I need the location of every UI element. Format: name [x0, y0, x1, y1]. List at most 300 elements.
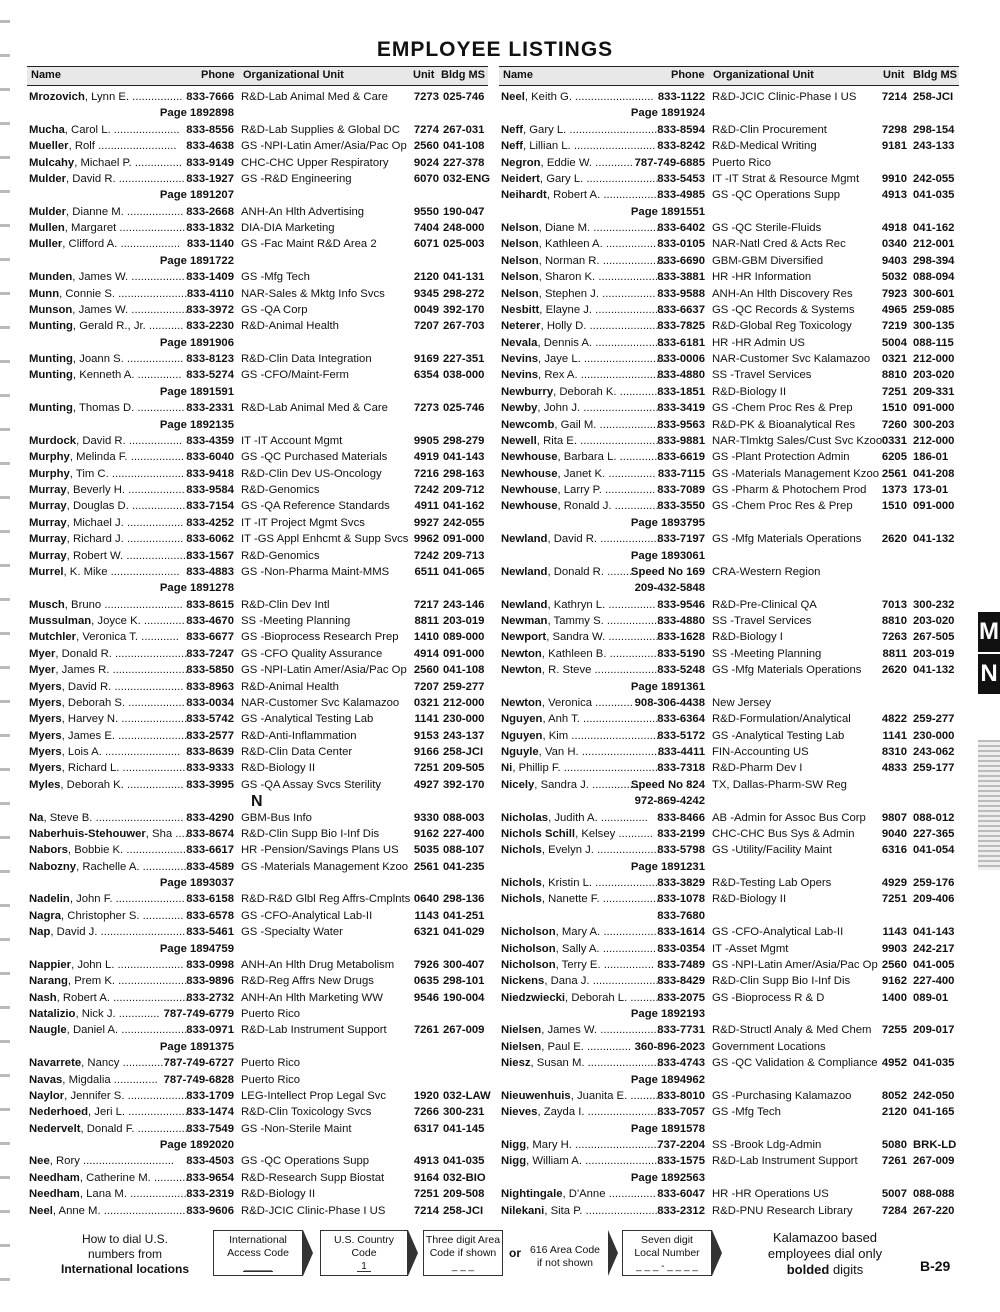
leader-dots: .... [172, 827, 188, 840]
organizational-unit: R&D-Global Reg Toxicology [712, 320, 852, 333]
phone-number[interactable] [499, 648, 705, 660]
organizational-unit: R&D-Medical Writing [712, 140, 817, 153]
last-name: Newby [501, 402, 538, 415]
first-name: , Phillip F. [512, 762, 561, 775]
leader-dots: ........ [603, 565, 633, 578]
phone-number[interactable] [27, 599, 234, 611]
unit-number: 7214 [413, 1204, 439, 1217]
last-name: Nabozny [29, 860, 77, 873]
phone-number[interactable] [27, 173, 234, 185]
phone-digits: 833-9606 [186, 1204, 234, 1217]
employee-row [499, 713, 959, 729]
leader-dots: ........................ [581, 1155, 661, 1168]
last-name: Mulder [29, 172, 67, 185]
organizational-unit: NAR-Natl Cred & Acts Rec [712, 238, 846, 251]
phone-number[interactable] [27, 517, 234, 529]
employee-row [499, 140, 959, 156]
last-name: Nichols Schill [501, 827, 576, 840]
first-name: , Robert A. [546, 189, 601, 202]
leader-dots: ................ [129, 91, 183, 103]
box2-line-1: U.S. Country [333, 1234, 395, 1246]
section-tab-n[interactable]: N [978, 654, 1000, 694]
phone-digits: 833-3881 [657, 271, 705, 284]
first-name: , Catherine M. [79, 1171, 151, 1184]
phone-number[interactable] [499, 943, 705, 955]
phone-number[interactable] [27, 1123, 234, 1135]
phone-digits: 833-1078 [657, 893, 705, 906]
organizational-unit: AB -Admin for Assoc Bus Corp [712, 811, 866, 824]
phone-number[interactable] [499, 844, 705, 856]
page-reference: Page 1893795 [630, 516, 705, 529]
first-name: , David R. [547, 533, 598, 546]
phone-number[interactable] [499, 664, 705, 676]
leader-dots: ....................... [583, 172, 659, 185]
phone-number[interactable] [499, 91, 705, 103]
intl-dialing-label [40, 1232, 210, 1277]
employee-row [27, 124, 488, 140]
employee-row [499, 402, 959, 418]
phone-digits: 833-3829 [657, 877, 705, 889]
first-name: , Christopher S. [61, 909, 140, 922]
last-name: Na [29, 811, 44, 824]
unit-number: 9162 [881, 975, 907, 988]
listing-rows [27, 91, 491, 1221]
employee-row [27, 140, 488, 156]
phone-number[interactable] [499, 713, 705, 725]
unit-number: 4913 [413, 1155, 439, 1168]
employee-row [27, 172, 491, 189]
unit-number: 4918 [881, 222, 907, 234]
phone-number[interactable] [27, 206, 234, 218]
organizational-unit: R&D-Lab Instrument Support [712, 1155, 858, 1168]
phone-number[interactable] [27, 402, 234, 414]
page-reference-row [27, 255, 488, 271]
last-name: Negron [501, 156, 541, 169]
employee-row [27, 910, 488, 926]
organizational-unit: R&D-R&D Glbl Reg Affrs-Cmplnts [241, 893, 411, 906]
first-name: , Prem K. [67, 975, 116, 988]
first-name: , Daniel A. [66, 1024, 119, 1037]
last-name: Nelson [501, 238, 539, 251]
phone-number[interactable] [27, 648, 234, 660]
first-name: , Lynn E. [84, 91, 130, 103]
unit-number: 7274 [413, 123, 439, 136]
phone-number[interactable] [499, 238, 705, 250]
phone-digits: 833-6690 [657, 254, 705, 267]
leader-dots: ........................ [101, 746, 181, 758]
leader-dots: ........................ [582, 1204, 661, 1217]
building-ms: 243-146 [443, 598, 485, 611]
phone-number[interactable] [27, 566, 234, 578]
first-name: , David R. [76, 434, 126, 447]
organizational-unit: R&D-Clin Supp Bio I-Inf Dis [241, 827, 380, 840]
leader-dots: ............................ [92, 811, 184, 824]
phone-number[interactable] [27, 451, 234, 463]
phone-number[interactable] [27, 353, 234, 365]
organizational-unit: R&D-PNU Research Library [712, 1204, 853, 1217]
unit-number: 7219 [881, 320, 907, 333]
phone-number[interactable] [27, 1090, 234, 1102]
intl-line-2: numbers from [87, 1247, 163, 1261]
building-ms: 300-231 [443, 1106, 485, 1119]
phone-digits: 833-5742 [186, 713, 234, 726]
phone-number[interactable] [499, 1024, 705, 1036]
phone-digits: 833-4670 [186, 615, 234, 627]
employee-row [499, 451, 959, 467]
phone-number[interactable] [27, 844, 234, 856]
building-ms: 088-003 [443, 811, 485, 824]
phone-number[interactable] [27, 1172, 234, 1184]
phone-number[interactable] [27, 1155, 234, 1167]
building-ms: 209-017 [913, 1024, 955, 1037]
building-ms: 041-035 [913, 189, 955, 202]
employee-row [499, 468, 959, 484]
employee-row [499, 943, 959, 959]
first-name: , Kristin L. [541, 877, 593, 889]
phone-number[interactable] [499, 877, 705, 889]
phone-number[interactable] [499, 386, 705, 398]
phone-number[interactable] [499, 124, 705, 136]
employee-row [27, 320, 488, 336]
first-name: , Lana M. [79, 1188, 127, 1201]
unit-number: 9403 [881, 254, 907, 267]
phone-number[interactable] [27, 533, 234, 545]
building-ms: 259-177 [913, 762, 955, 775]
phone-number[interactable] [27, 320, 234, 332]
organizational-unit: R&D-Clin Toxicology Svcs [241, 1106, 372, 1119]
leader-dots: ................. [125, 434, 183, 447]
building-ms: 091-000 [443, 647, 485, 660]
organizational-unit: IT -IT Strat & Resource Mgmt [712, 172, 860, 185]
phone-number[interactable] [499, 1139, 705, 1151]
phone-number[interactable] [499, 337, 705, 349]
organizational-unit: GS -Bioprocess R & D [712, 991, 825, 1004]
phone-number[interactable] [27, 697, 234, 709]
last-name: Neel [501, 91, 525, 103]
phone-digits: 833-0354 [657, 942, 705, 955]
phone-number[interactable] [27, 140, 234, 152]
phone-number[interactable] [27, 91, 234, 103]
leader-dots: ............... [605, 467, 656, 480]
phone-number[interactable] [27, 157, 234, 169]
phone-number[interactable] [27, 484, 234, 496]
phone-number[interactable] [27, 304, 234, 316]
employee-row [27, 157, 488, 173]
phone-number[interactable] [27, 959, 234, 971]
first-name: , Kathryn L. [547, 598, 606, 611]
building-ms: 088-107 [443, 844, 485, 857]
phone-number[interactable] [27, 1008, 234, 1020]
unit-number: 5035 [413, 844, 439, 857]
building-ms: 190-047 [443, 205, 485, 218]
phone-number[interactable] [499, 353, 705, 365]
phone-digits: 833-0998 [186, 958, 234, 971]
last-name: Navarrete [29, 1057, 82, 1070]
leader-dots: ............... [605, 1188, 656, 1201]
first-name: , John J. [537, 402, 581, 415]
leader-dots: ...................... [112, 893, 185, 906]
phone-number[interactable] [499, 222, 705, 234]
phone-number[interactable] [27, 288, 234, 300]
phone-number[interactable] [499, 566, 705, 578]
leader-dots: ........... [150, 1171, 189, 1184]
phone-number[interactable] [499, 500, 705, 512]
phone-number[interactable] [27, 435, 234, 447]
phone-number[interactable] [499, 599, 705, 611]
building-ms: 041-029 [443, 926, 485, 939]
employee-row [499, 337, 959, 353]
last-name: Munson [29, 303, 73, 316]
phone-digits: 833-5172 [657, 729, 705, 742]
last-name: Nee [29, 1155, 50, 1168]
page-reference: 209-432-5848 [634, 582, 705, 595]
employee-row [27, 730, 488, 746]
phone-number[interactable] [499, 959, 705, 971]
phone-number[interactable] [27, 992, 234, 1004]
organizational-unit: GS -NPI-Latin Amer/Asia/Pac Op [241, 140, 407, 153]
phone-number[interactable] [27, 910, 234, 922]
phone-number[interactable] [499, 533, 705, 545]
first-name: , Paul E. [541, 1040, 584, 1053]
organizational-unit: GS -Mfg Materials Operations [712, 533, 862, 546]
phone-number[interactable] [499, 615, 705, 627]
unit-number: 1920 [413, 1089, 439, 1102]
phone-number[interactable] [499, 1090, 705, 1102]
last-name: Nesbitt [501, 303, 540, 316]
leader-dots: .............. [110, 1073, 158, 1086]
organizational-unit: GS -Chem Proc Res & Prep [712, 402, 853, 415]
leader-dots: ........................... [577, 369, 666, 382]
phone-number[interactable] [27, 926, 234, 938]
phone-number[interactable] [27, 1188, 234, 1200]
unit-number: 1400 [881, 991, 907, 1004]
unit-number: 6511 [414, 565, 439, 578]
phone-number[interactable] [27, 1106, 234, 1118]
phone-number[interactable] [27, 893, 234, 905]
first-name: , Kathleen B. [541, 647, 607, 660]
last-name: Munting [29, 353, 73, 365]
header-name: Name [503, 69, 533, 81]
last-name: Myers [29, 696, 62, 709]
section-tab-m[interactable]: M [978, 612, 1000, 652]
phone-number[interactable] [27, 222, 234, 234]
first-name: , Larry P. [557, 484, 602, 496]
employee-row [27, 861, 488, 877]
phone-number[interactable] [499, 288, 705, 300]
phone-number[interactable] [499, 173, 705, 185]
first-name: , Ronald J. [557, 500, 612, 513]
last-name: Mrozovich [29, 91, 85, 103]
building-ms: 041-165 [913, 1106, 955, 1119]
last-name: Myers [29, 713, 62, 726]
leader-dots: ............... [588, 778, 640, 791]
phone-digits: 787-749-6885 [634, 156, 705, 169]
phone-number[interactable] [27, 730, 234, 742]
phone-number[interactable] [499, 893, 705, 905]
phone-number[interactable] [27, 762, 234, 774]
kzoo-bolded-word: bolded [786, 1262, 830, 1277]
phone-number[interactable] [499, 189, 705, 201]
phone-number[interactable] [499, 975, 705, 987]
first-name: , James R. [55, 664, 110, 677]
phone-number[interactable] [499, 631, 705, 643]
phone-number[interactable] [27, 812, 234, 824]
last-name: Nieves [501, 1106, 538, 1119]
phone-number[interactable] [27, 271, 234, 283]
phone-number[interactable] [499, 435, 705, 447]
employee-row [27, 681, 488, 697]
last-name: Nguyle [501, 746, 539, 758]
page-reference-row [27, 943, 488, 959]
phone-number[interactable] [27, 1074, 234, 1086]
last-name: Myers [29, 762, 62, 775]
phone-number[interactable] [499, 369, 705, 381]
employee-row [27, 746, 488, 762]
phone-number[interactable] [27, 369, 234, 381]
phone-number[interactable] [27, 1024, 234, 1036]
first-name: , Donald R. [55, 647, 112, 660]
unit-number: 0331 [881, 434, 907, 447]
unit-number: 2560 [413, 140, 439, 153]
phone-number[interactable] [27, 1057, 234, 1069]
organizational-unit: Puerto Rico [241, 1073, 301, 1086]
phone-number[interactable] [499, 730, 705, 742]
phone-number[interactable] [499, 304, 705, 316]
employee-row [27, 828, 488, 844]
page-reference-row [27, 1041, 488, 1057]
unit-number: 2560 [413, 664, 439, 677]
leader-dots: ................. [599, 942, 657, 955]
phone-digits: 833-2331 [186, 402, 234, 415]
phone-number[interactable] [27, 468, 234, 480]
phone-number[interactable] [27, 828, 234, 840]
phone-number[interactable] [499, 140, 705, 152]
leader-dots: .................. [123, 778, 184, 791]
phone-number[interactable] [27, 681, 234, 693]
phone-number[interactable] [27, 975, 234, 987]
first-name: , Juanita E. [570, 1089, 628, 1102]
unit-number: 7261 [881, 1155, 907, 1168]
phone-number[interactable] [27, 500, 234, 512]
phone-number[interactable] [499, 1041, 705, 1053]
phone-number[interactable] [499, 746, 705, 758]
section-heading-row [27, 795, 488, 811]
unit-number: 5032 [881, 271, 907, 284]
phone-digits: 833-6062 [186, 533, 234, 546]
employee-row [27, 566, 488, 582]
first-name: , Sandra W. [546, 631, 606, 644]
phone-number[interactable] [499, 1057, 705, 1069]
unit-number: 2560 [881, 958, 907, 971]
first-name: , David R. [66, 172, 116, 185]
first-name: , Stephen J. [538, 287, 599, 300]
leader-dots: ................ [601, 484, 656, 496]
leader-dots: .................... [591, 664, 658, 677]
building-ms: 190-004 [443, 991, 485, 1004]
unit-number: 7251 [881, 385, 907, 398]
last-name: Newland [501, 598, 548, 611]
box4-line-1: 616 Area Code [529, 1244, 601, 1256]
organizational-unit: GS -QC Records & Systems [712, 303, 855, 316]
phone-number[interactable] [499, 1106, 705, 1118]
phone-number[interactable] [27, 664, 234, 676]
last-name: Neff [501, 140, 523, 153]
employee-row [499, 157, 959, 173]
phone-number[interactable] [499, 320, 705, 332]
phone-number[interactable] [27, 631, 234, 643]
building-ms: 298-136 [443, 893, 485, 906]
page-reference-row [499, 517, 959, 533]
phone-number[interactable] [499, 468, 705, 480]
phone-number[interactable] [27, 238, 234, 250]
phone-number[interactable] [27, 861, 234, 873]
phone-number[interactable] [499, 812, 705, 824]
unit-number: 2620 [881, 533, 907, 546]
kzoo-digits-word: digits [832, 1262, 864, 1277]
employee-row [499, 730, 959, 746]
employee-row [499, 124, 959, 140]
phone-number[interactable] [499, 992, 705, 1004]
employee-row [499, 419, 959, 435]
building-ms: 041-145 [443, 1122, 485, 1135]
phone-number[interactable] [499, 451, 705, 463]
building-ms: 209-713 [443, 549, 485, 562]
first-name: , Kenneth A. [72, 369, 135, 382]
phone-number[interactable] [499, 402, 705, 414]
first-name: , Robert W. [66, 549, 124, 562]
phone-number[interactable] [499, 1188, 705, 1200]
building-ms: 041-208 [913, 467, 955, 480]
phone-number[interactable] [499, 697, 705, 709]
first-name: , Joann S. [72, 353, 124, 365]
phone-number[interactable] [499, 762, 705, 774]
phone-number[interactable] [499, 779, 705, 791]
first-name: , Thomas D. [72, 402, 135, 415]
phone-number[interactable] [27, 1205, 234, 1217]
phone-number[interactable] [499, 484, 705, 496]
phone-number[interactable] [27, 746, 234, 758]
leader-dots: ............... [131, 156, 182, 169]
phone-number[interactable] [499, 271, 705, 283]
organizational-unit: R&D-Testing Lab Opers [712, 877, 832, 889]
phone-number[interactable] [499, 157, 705, 169]
phone-number[interactable] [27, 615, 234, 627]
unit-number: 2120 [881, 1106, 907, 1119]
phone-number[interactable] [499, 926, 705, 938]
organizational-unit: GS -Materials Management Kzoo [241, 860, 409, 873]
page-reference-row [499, 206, 959, 222]
page-reference-row [27, 582, 488, 598]
last-name: Nappier [29, 958, 72, 971]
phone-number[interactable] [499, 828, 705, 840]
phone-number[interactable] [27, 124, 234, 136]
phone-number[interactable] [499, 255, 705, 267]
phone-number[interactable] [499, 1155, 705, 1167]
phone-number[interactable] [27, 550, 234, 562]
box2-value: 1 [357, 1263, 371, 1272]
phone-number[interactable] [27, 713, 234, 725]
employee-row [499, 877, 959, 893]
leader-dots: ...................... [592, 336, 665, 349]
building-ms: 267-009 [443, 1024, 485, 1037]
phone-number[interactable] [499, 419, 705, 431]
leader-dots: ................... [125, 1106, 188, 1119]
last-name: Nickens [501, 975, 545, 988]
phone-number[interactable] [499, 1205, 705, 1217]
unit-number: 8310 [881, 746, 907, 758]
phone-number[interactable] [27, 779, 234, 791]
last-name: Munting [29, 320, 73, 333]
